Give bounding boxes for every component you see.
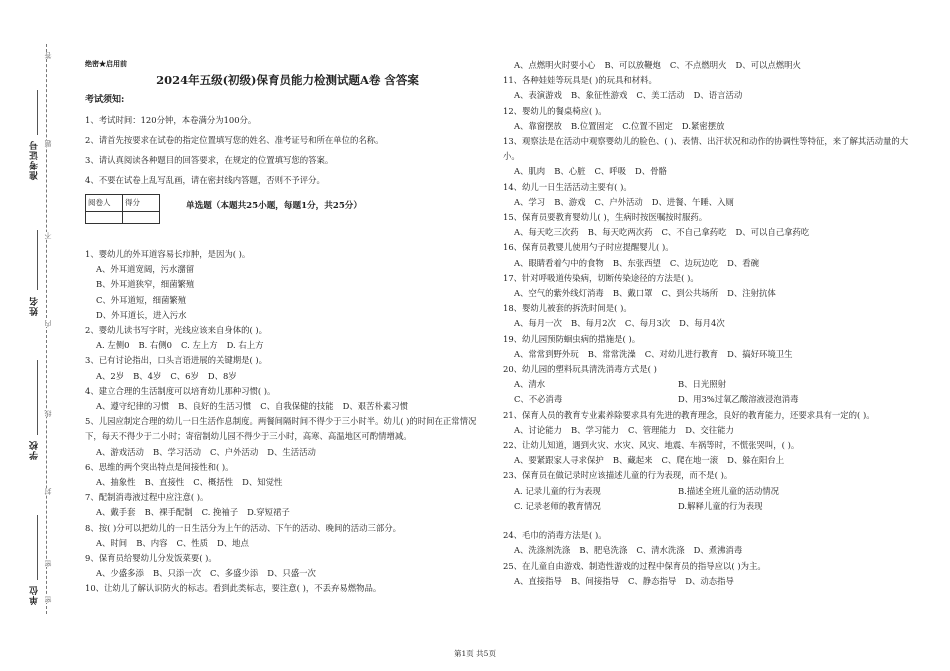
answer-option[interactable]: B、常常洗澡 xyxy=(587,348,636,359)
answer-option[interactable]: B、可以放鞭炮 xyxy=(604,60,661,70)
question-text: 16、保育员教婴儿使用勺子时应提醒婴儿( )。 xyxy=(503,242,674,253)
question-text: 21、保育人员的教育专业素养除要求具有先进的教育理念，良好的教育能力，还要求具有一定的( )。 xyxy=(503,409,875,420)
right-question-list xyxy=(503,58,911,589)
answer-option[interactable]: C、户外活动 xyxy=(209,446,259,457)
option-row xyxy=(514,423,911,438)
answer-option[interactable]: D、地点 xyxy=(217,537,249,548)
seal-line xyxy=(46,44,47,614)
option-row xyxy=(514,119,911,134)
question-item xyxy=(85,414,490,460)
answer-option[interactable]: A、洗涤剂洗涤 xyxy=(514,545,571,556)
option-row xyxy=(514,484,911,499)
answer-option[interactable]: D、艰苦朴素习惯 xyxy=(342,401,408,412)
question-text: 3、已有讨论指出，口头言语进展的关键期是( )。 xyxy=(85,355,268,366)
option-row xyxy=(96,505,490,520)
answer-option[interactable]: B、肥皂洗涤 xyxy=(579,545,628,556)
answer-option[interactable]: C、对幼儿进行教育 xyxy=(644,348,719,359)
notes-heading: 考试须知: xyxy=(85,95,125,105)
question-item xyxy=(503,240,911,270)
question-item xyxy=(503,468,911,514)
question-item xyxy=(85,490,490,520)
answer-option[interactable]: A、学习 xyxy=(514,196,546,207)
answer-option[interactable]: B、心脏 xyxy=(554,166,586,177)
answer-option[interactable]: A、点燃明火时要小心 xyxy=(514,60,596,70)
answer-option[interactable]: A、空气的紫外线灯消毒 xyxy=(514,288,604,299)
question-item xyxy=(503,559,911,589)
name-label: 姓名 xyxy=(30,296,40,316)
question-item xyxy=(85,384,490,414)
question-item xyxy=(503,134,911,180)
reviewer-label: 阅卷人 xyxy=(86,195,123,211)
answer-option[interactable]: B.位置固定 xyxy=(570,120,614,131)
question-item xyxy=(85,521,490,551)
answer-option[interactable]: B、学习能力 xyxy=(570,424,619,435)
answer-option[interactable]: C.位置不固定 xyxy=(622,120,673,131)
answer-option[interactable]: C. 记录老师的教育情况 xyxy=(514,500,601,511)
answer-option[interactable]: D、进餐、午睡、入厕 xyxy=(651,196,734,207)
answer-option[interactable]: D、骨骼 xyxy=(635,166,667,177)
answer-option[interactable]: D、外耳道长，进入污水 xyxy=(96,309,187,320)
option-row xyxy=(96,445,490,460)
answer-option[interactable]: A、每天吃三次药 xyxy=(514,227,579,238)
answer-option[interactable]: C、不必消毒 xyxy=(514,394,563,405)
answer-option[interactable]: D、用3%过氧乙酸溶液浸泡消毒 xyxy=(678,394,799,405)
question-text: 6、思维的两个突出特点是间接性和( )。 xyxy=(85,461,234,472)
answer-option[interactable]: A、外耳道宽阔，污水潴留 xyxy=(96,264,195,275)
question-item xyxy=(503,58,911,73)
note-item: 4、不要在试卷上乱写乱画，请在密封线内答题，否则不予评分。 xyxy=(85,175,325,185)
answer-option[interactable]: D、动态指导 xyxy=(685,575,734,586)
question-item xyxy=(85,460,490,490)
option-row xyxy=(96,293,490,308)
answer-option[interactable]: D、可以点燃明火 xyxy=(735,60,801,70)
question-text: 20、幼儿园的塑料玩具清洗消毒方式是( ) xyxy=(503,364,657,375)
answer-option[interactable]: C、自我保健的技能 xyxy=(260,401,334,412)
answer-option[interactable]: D、搞好环境卫生 xyxy=(727,348,793,359)
answer-option[interactable]: B、每月2次 xyxy=(570,318,616,329)
cut-mark: 密 xyxy=(44,596,52,603)
answer-option[interactable]: D、交往能力 xyxy=(685,424,734,435)
answer-option[interactable]: B、学习活动 xyxy=(152,446,201,457)
answer-option[interactable]: B、间接指导 xyxy=(570,575,619,586)
option-row xyxy=(514,453,911,468)
school-label: 学校 xyxy=(30,440,40,460)
question-item xyxy=(85,247,490,323)
answer-option[interactable]: C、静态指导 xyxy=(627,575,677,586)
exam-title: 2024年五级(初级)保育员能力检测试题A卷 含答案 xyxy=(156,73,419,87)
answer-option[interactable]: B. 右侧0 xyxy=(138,340,173,351)
left-question-list xyxy=(85,247,490,597)
right-column xyxy=(503,58,911,589)
answer-option[interactable]: D.穿短裙子 xyxy=(247,507,290,518)
question-text: 2、婴幼儿读书写字时，光线应该来自身体的( )。 xyxy=(85,325,268,336)
note-item: 3、请认真阅读各种题目的回答要求，在规定的位置填写您的答案。 xyxy=(85,155,334,165)
question-text: 8、按( )分可以把幼儿的一日生活分为上午的活动、下午的活动、晚间的活动三部分。 xyxy=(85,522,402,533)
cut-mark: 答 xyxy=(44,52,52,59)
question-text: 23、保育员在做记录时应该描述儿童的行为表现，而不是( )。 xyxy=(503,470,733,481)
cut-mark: 题 xyxy=(44,140,52,147)
exam-number-blank xyxy=(37,90,38,135)
secret-mark: 绝密★启用前 xyxy=(85,59,127,68)
answer-option[interactable]: D、只盛一次 xyxy=(267,568,316,579)
option-row xyxy=(96,308,490,323)
question-item xyxy=(503,528,911,558)
cut-mark: 内 xyxy=(44,320,52,327)
binding-margin xyxy=(0,0,62,671)
cut-mark: 封 xyxy=(44,488,52,495)
school-blank xyxy=(37,360,38,435)
answer-option[interactable]: D、知觉性 xyxy=(242,477,283,488)
answer-option[interactable]: A、遵守纪律的习惯 xyxy=(96,401,170,412)
answer-option[interactable]: C、美工活动 xyxy=(636,90,685,101)
question-item xyxy=(503,408,911,438)
answer-option[interactable]: C、到公共场所 xyxy=(661,288,719,299)
option-row xyxy=(514,195,911,210)
answer-option[interactable]: A、游戏活动 xyxy=(96,446,144,457)
answer-option[interactable]: A、肌肉 xyxy=(514,166,546,177)
question-item xyxy=(85,323,490,353)
question-text: 17、针对呼吸道传染病，切断传染途径的方法是( )。 xyxy=(503,272,699,283)
option-row xyxy=(96,399,490,414)
answer-option[interactable]: C、清水洗涤 xyxy=(636,545,685,556)
answer-option[interactable]: D、注射抗体 xyxy=(727,288,776,299)
option-row xyxy=(96,566,490,581)
question-text: 22、让幼儿知道，遇到火灾、水灾、风灾、地震、车祸等时，不慌张哭叫，( )。 xyxy=(503,440,800,451)
option-row xyxy=(96,536,490,551)
answer-option[interactable]: C、不自己拿药吃 xyxy=(661,227,727,238)
answer-option[interactable]: D.解释儿童的行为表现 xyxy=(678,500,763,511)
question-text: 10、让幼儿了解认识防火的标志。看到此类标志，要注意( )，不丢弃易燃物品。 xyxy=(85,583,382,594)
left-column xyxy=(85,58,490,597)
answer-option[interactable]: C、6岁 xyxy=(170,370,199,381)
answer-option[interactable]: A、清水 xyxy=(514,379,546,390)
score-cell[interactable] xyxy=(123,211,160,223)
question-text: 13、观察法是在活动中观察婴幼儿的脸色、( )、表情、出汗状况和动作的协调性等特征，来了解其活动量的大小。 xyxy=(503,136,909,162)
option-row xyxy=(96,475,490,490)
question-item xyxy=(503,73,911,103)
option-row xyxy=(514,347,911,362)
answer-option[interactable]: C、性质 xyxy=(176,537,209,548)
option-row xyxy=(96,277,490,292)
answer-option[interactable]: D、躲在阳台上 xyxy=(727,455,785,466)
reviewer-cell[interactable] xyxy=(86,211,123,223)
answer-option[interactable]: C. 左上方 xyxy=(181,340,218,351)
answer-option[interactable]: A、戴手套 xyxy=(96,507,136,518)
option-row xyxy=(514,256,911,271)
section-title: 单选题（本题共25小题，每题1分，共25分） xyxy=(186,201,362,212)
question-text: 19、幼儿园预防蛔虫病的措施是( )。 xyxy=(503,333,641,344)
answer-option[interactable]: B、良好的生活习惯 xyxy=(178,401,252,412)
answer-option[interactable]: A、直接指导 xyxy=(514,575,562,586)
question-text: 4、建立合理的生活制度可以培育幼儿那种习惯( )。 xyxy=(85,385,276,396)
option-row xyxy=(514,543,911,558)
answer-option[interactable]: C、每月3次 xyxy=(624,318,671,329)
question-item xyxy=(503,362,911,408)
option-row xyxy=(514,225,911,240)
answer-option[interactable]: A、要紧跟家人寻求保护 xyxy=(514,455,604,466)
note-item: 1、考试时间：120分钟，本卷满分为100分。 xyxy=(85,115,257,125)
answer-option[interactable]: B、日光照射 xyxy=(678,379,727,390)
answer-option[interactable]: D、煮沸消毒 xyxy=(693,545,743,556)
answer-option[interactable]: B.描述全班儿童的活动情况 xyxy=(678,485,779,496)
answer-option[interactable]: C、爬在地一滚 xyxy=(661,455,719,466)
answer-option[interactable]: D.紧密摆放 xyxy=(681,120,725,131)
note-item: 2、请首先按要求在试卷的指定位置填写您的姓名、准考证号和所在单位的名称。 xyxy=(85,135,384,145)
answer-option[interactable]: C、概括性 xyxy=(193,477,234,488)
answer-option[interactable]: B、4岁 xyxy=(133,370,162,381)
question-text: 15、保育员要教育婴幼儿( )，生病时按医嘱按时服药。 xyxy=(503,212,708,223)
answer-option[interactable]: B、藏起来 xyxy=(612,455,653,466)
question-text: 12、婴幼儿的餐桌椅应( )。 xyxy=(503,105,607,116)
answer-option[interactable]: C、多盛少添 xyxy=(209,568,259,579)
question-item xyxy=(85,581,490,596)
cut-mark: 密 xyxy=(44,560,52,567)
option-row xyxy=(514,392,911,407)
answer-option[interactable]: D、可以自己拿药吃 xyxy=(735,227,810,238)
answer-option[interactable]: B、象征性游戏 xyxy=(570,90,628,101)
answer-option[interactable]: A、靠窗摆放 xyxy=(514,120,562,131)
question-text: 1、婴幼儿的外耳道容易长疖肿，是因为( )。 xyxy=(85,249,251,259)
answer-option[interactable]: B、游戏 xyxy=(554,196,586,207)
answer-option[interactable]: C、不点燃明火 xyxy=(669,60,727,70)
question-text: 14、幼儿一日生活活动主要有( )。 xyxy=(503,181,632,192)
answer-option[interactable]: D、生活活动 xyxy=(267,446,316,457)
question-item xyxy=(503,180,911,210)
question-item xyxy=(503,271,911,301)
answer-option[interactable]: B、戴口罩 xyxy=(612,288,653,299)
score-table xyxy=(85,194,160,223)
question-text: 18、婴幼儿被套的拆洗时间是( )。 xyxy=(503,303,632,314)
answer-option[interactable]: B、外耳道狭窄，细菌繁殖 xyxy=(96,279,195,290)
name-blank xyxy=(37,230,38,290)
option-row xyxy=(514,574,911,589)
score-section xyxy=(85,192,490,226)
answer-option[interactable]: C、管理能力 xyxy=(627,424,677,435)
answer-option[interactable]: B、内容 xyxy=(136,537,168,548)
unit-label: 单位 xyxy=(30,585,40,605)
unit-blank xyxy=(37,515,38,580)
question-text: 24、毛巾的消毒方法是( )。 xyxy=(503,530,607,541)
cut-mark: 不 xyxy=(44,232,52,239)
option-row xyxy=(514,164,911,179)
option-row xyxy=(514,58,911,73)
question-text: 7、配制消毒液过程中应注意( )。 xyxy=(85,492,209,503)
answer-option[interactable]: C. 挽袖子 xyxy=(201,507,239,518)
question-item xyxy=(503,104,911,134)
question-text: 25、在儿童自由游戏、制造性游戏的过程中保育员的指导应以( )为主。 xyxy=(503,560,766,571)
question-item xyxy=(503,301,911,331)
question-text: 9、保育员给婴幼儿分发饭菜要( )。 xyxy=(85,553,217,564)
answer-option[interactable]: B、东张西望 xyxy=(612,257,661,268)
answer-option[interactable]: D、语言活动 xyxy=(693,90,743,101)
answer-option[interactable]: A、每月一次 xyxy=(514,318,562,329)
option-row xyxy=(96,262,490,277)
answer-option[interactable]: A. 左侧0 xyxy=(96,340,130,351)
question-item xyxy=(503,210,911,240)
answer-option[interactable]: A、2岁 xyxy=(96,370,125,381)
answer-option[interactable]: A、表演游戏 xyxy=(514,90,562,101)
option-row xyxy=(514,377,911,392)
question-text: 5、儿园应制定合理的幼儿一日生活作息制度。两餐间隔时间不得少于三小时半。幼儿( )的时间在正常情况下，每天不得少于二小时；寄宿制幼儿园不得少于三小时，高寒、高温地区可酌情增减。 xyxy=(85,416,477,442)
answer-option[interactable]: D、每月4次 xyxy=(679,318,725,329)
page-number: 第1页 共5页 xyxy=(454,649,496,658)
answer-option[interactable]: C、呼吸 xyxy=(594,166,627,177)
score-label: 得分 xyxy=(123,195,160,211)
answer-option[interactable]: A. 记录儿童的行为表现 xyxy=(514,485,601,496)
answer-option[interactable]: C、户外活动 xyxy=(594,196,643,207)
answer-option[interactable]: B、直接性 xyxy=(144,477,185,488)
option-row xyxy=(514,286,911,301)
question-item xyxy=(85,551,490,581)
answer-option[interactable]: A、抽象性 xyxy=(96,477,136,488)
question-item xyxy=(85,353,490,383)
option-row xyxy=(96,338,490,353)
answer-option[interactable]: A、常常到野外玩 xyxy=(514,348,579,359)
answer-option[interactable]: A、时间 xyxy=(96,537,128,548)
cut-mark: 线 xyxy=(44,410,52,417)
answer-option[interactable]: A、眼睛看着勺中的食物 xyxy=(514,257,604,268)
answer-option[interactable]: C、边玩边吃 xyxy=(669,257,719,268)
exam-number-label: 准考证号 xyxy=(30,140,40,180)
question-item xyxy=(503,332,911,362)
option-row xyxy=(514,88,911,103)
answer-option[interactable]: B、只添一次 xyxy=(152,568,201,579)
option-row xyxy=(96,369,490,384)
answer-option[interactable]: D. 右上方 xyxy=(226,340,264,351)
option-row xyxy=(514,499,911,514)
option-row xyxy=(514,316,911,331)
question-item xyxy=(503,438,911,468)
answer-option[interactable]: B、裸手配制 xyxy=(144,507,193,518)
answer-option[interactable]: D、8岁 xyxy=(207,370,237,381)
question-text: 11、各种娃娃等玩具是( )的玩具和材料。 xyxy=(503,75,657,86)
answer-option[interactable]: A、少盛多添 xyxy=(96,568,144,579)
answer-option[interactable]: D、看碗 xyxy=(727,257,759,268)
answer-option[interactable]: C、外耳道短，细菌繁殖 xyxy=(96,294,187,305)
answer-option[interactable]: A、讨论能力 xyxy=(514,424,562,435)
answer-option[interactable]: B、每天吃两次药 xyxy=(587,227,653,238)
